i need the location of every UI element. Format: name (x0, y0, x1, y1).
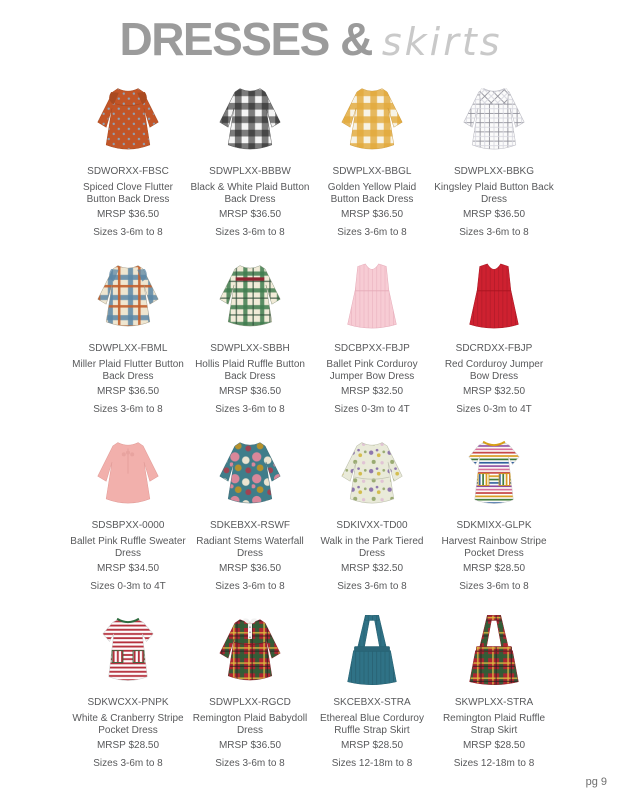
product-card (67, 74, 189, 238)
product-name: Harvest Rainbow Stripe Pocket Dress (441, 536, 547, 559)
product-price: MRSP $36.50 (96, 209, 160, 220)
product-grid (67, 74, 555, 769)
product-price: MRSP $36.50 (218, 740, 282, 751)
product-name: Red Corduroy Jumper Bow Dress (444, 359, 544, 382)
product-sizes: Sizes 12-18m to 8 (331, 758, 413, 769)
product-card (189, 74, 311, 238)
product-name: Ethereal Blue Corduroy Ruffle Strap Skirt (320, 713, 424, 736)
product-card (189, 428, 311, 592)
product-sku: SDWPLXX-SBBH (210, 343, 290, 354)
product-price: MRSP $28.50 (462, 563, 526, 574)
product-sizes: Sizes 0-3m to 4T (334, 404, 410, 415)
remington-plaid-babydoll-dress-image (189, 605, 311, 691)
product-sku: SKCEBXX-STRA (333, 697, 411, 708)
product-price: MRSP $32.50 (340, 386, 404, 397)
product-name: Spiced Clove Flutter Button Back Dress (82, 182, 174, 205)
product-card (433, 605, 555, 769)
product-price: MRSP $36.50 (218, 386, 282, 397)
product-price: MRSP $28.50 (340, 740, 404, 751)
product-sizes: Sizes 0-3m to 4T (90, 581, 166, 592)
walk-in-the-park-dress-image (311, 428, 433, 514)
product-name: Black & White Plaid Button Back Dress (190, 182, 310, 205)
title-dresses: DRESSES & (119, 13, 372, 65)
product-price: MRSP $36.50 (340, 209, 404, 220)
product-sizes: Sizes 3-6m to 8 (215, 581, 285, 592)
black-white-plaid-dress-image (189, 74, 311, 160)
product-card (67, 251, 189, 415)
spiced-clove-dress-image (67, 74, 189, 160)
product-name: Kingsley Plaid Button Back Dress (434, 182, 554, 205)
page-title (0, 0, 622, 66)
product-sku: SDWORXX-FBSC (87, 166, 169, 177)
radiant-stems-dress-image (189, 428, 311, 514)
miller-plaid-dress-image (67, 251, 189, 337)
ballet-pink-jumper-image (311, 251, 433, 337)
product-name: Hollis Plaid Ruffle Button Back Dress (195, 359, 305, 382)
product-sizes: Sizes 3-6m to 8 (93, 404, 163, 415)
product-price: MRSP $36.50 (96, 386, 160, 397)
product-name: Remington Plaid Ruffle Strap Skirt (442, 713, 546, 736)
product-name: Ballet Pink Ruffle Sweater Dress (70, 536, 186, 559)
product-card (311, 251, 433, 415)
product-price: MRSP $34.50 (96, 563, 160, 574)
product-sizes: Sizes 0-3m to 4T (456, 404, 532, 415)
product-card (311, 74, 433, 238)
product-sku: SDWPLXX-BBBW (209, 166, 291, 177)
red-jumper-image (433, 251, 555, 337)
product-sku: SDSBPXX-0000 (91, 520, 165, 531)
product-price: MRSP $28.50 (462, 740, 526, 751)
product-price: MRSP $32.50 (340, 563, 404, 574)
product-name: Walk in the Park Tiered Dress (320, 536, 424, 559)
product-name: Radiant Stems Waterfall Dress (196, 536, 304, 559)
product-card (189, 605, 311, 769)
product-sizes: Sizes 3-6m to 8 (215, 404, 285, 415)
product-name: Ballet Pink Corduroy Jumper Bow Dress (326, 359, 418, 382)
product-card (189, 251, 311, 415)
product-card (433, 428, 555, 592)
product-sku: SDWPLXX-RGCD (209, 697, 291, 708)
product-sku: SKWPLXX-STRA (454, 697, 534, 708)
hollis-plaid-dress-image (189, 251, 311, 337)
product-sku: SDCBPXX-FBJP (334, 343, 410, 354)
product-sku: SDKMIXX-GLPK (456, 520, 532, 531)
pink-sweater-dress-image (67, 428, 189, 514)
product-card (433, 74, 555, 238)
product-card (67, 428, 189, 592)
product-sizes: Sizes 3-6m to 8 (215, 227, 285, 238)
product-sku: SDWPLXX-FBML (88, 343, 168, 354)
golden-yellow-plaid-dress-image (311, 74, 433, 160)
product-card (311, 428, 433, 592)
product-sizes: Sizes 3-6m to 8 (215, 758, 285, 769)
product-card (67, 605, 189, 769)
remington-plaid-strap-skirt-image (433, 605, 555, 691)
kingsley-plaid-dress-image (433, 74, 555, 160)
product-price: MRSP $36.50 (218, 563, 282, 574)
product-sizes: Sizes 3-6m to 8 (337, 581, 407, 592)
product-sizes: Sizes 12-18m to 8 (453, 758, 535, 769)
product-sizes: Sizes 3-6m to 8 (337, 227, 407, 238)
product-sizes: Sizes 3-6m to 8 (459, 581, 529, 592)
title-skirts: skirts (381, 20, 503, 64)
product-price: MRSP $28.50 (96, 740, 160, 751)
product-sku: SDCRDXX-FBJP (455, 343, 533, 354)
product-name: Miller Plaid Flutter Button Back Dress (72, 359, 184, 382)
product-sku: SDKWCXX-PNPK (87, 697, 169, 708)
product-sku: SDWPLXX-BBGL (332, 166, 412, 177)
product-sku: SDKEBXX-RSWF (209, 520, 290, 531)
product-sizes: Sizes 3-6m to 8 (93, 758, 163, 769)
product-card (433, 251, 555, 415)
product-sizes: Sizes 3-6m to 8 (459, 227, 529, 238)
product-name: White & Cranberry Stripe Pocket Dress (72, 713, 184, 736)
product-price: MRSP $32.50 (462, 386, 526, 397)
product-price: MRSP $36.50 (218, 209, 282, 220)
cranberry-stripe-dress-image (67, 605, 189, 691)
rainbow-stripe-dress-image (433, 428, 555, 514)
product-name: Remington Plaid Babydoll Dress (192, 713, 308, 736)
product-sku: SDKIVXX-TD00 (336, 520, 408, 531)
product-sizes: Sizes 3-6m to 8 (93, 227, 163, 238)
page-number: pg 9 (585, 776, 607, 788)
product-sku: SDWPLXX-BBKG (453, 166, 535, 177)
product-price: MRSP $36.50 (462, 209, 526, 220)
product-name: Golden Yellow Plaid Button Back Dress (327, 182, 417, 205)
ethereal-blue-strap-skirt-image (311, 605, 433, 691)
product-card (311, 605, 433, 769)
